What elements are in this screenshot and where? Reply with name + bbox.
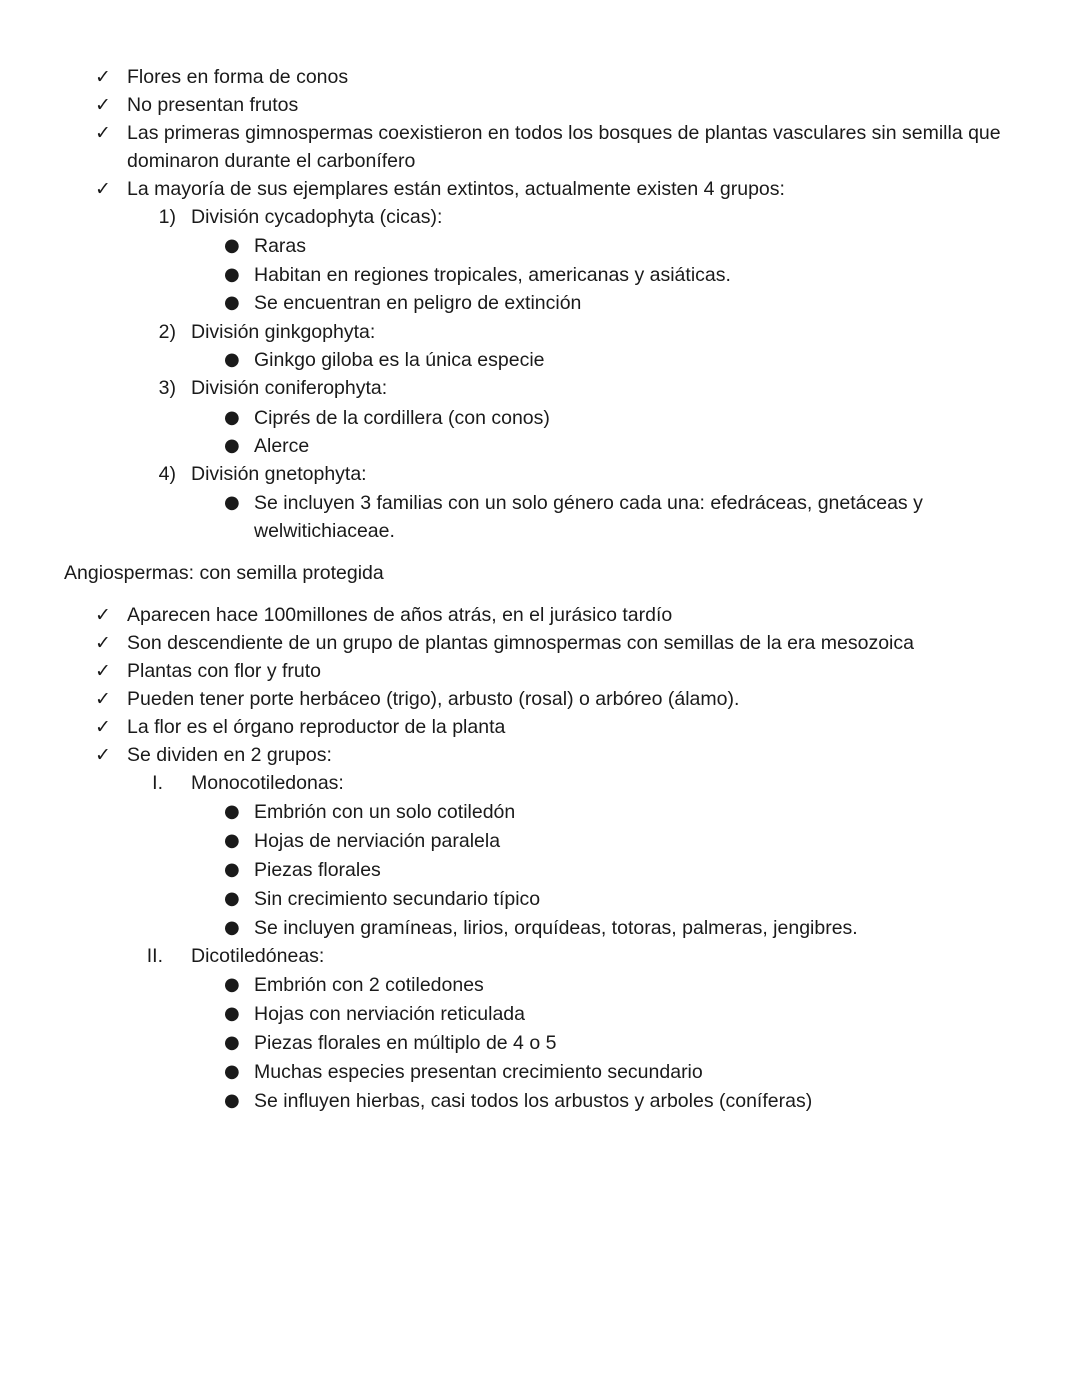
list-item: Se incluyen 3 familias con un solo género cada una: efedráceas, gnetáceas y [254,492,923,514]
section-heading: Angiospermas: con semilla protegida [64,562,384,584]
bullet-icon: ● [224,1032,240,1053]
list-item-continuation: welwitichiaceae. [254,520,395,542]
list-item: Son descendiente de un grupo de plantas gimnospermas con semillas de la era mesozoica [127,632,914,654]
group-number: 2) [158,321,176,343]
list-item: Flores en forma de conos [127,66,349,88]
check-icon: ✓ [95,744,111,766]
list-item: Piezas florales [254,859,381,881]
list-item: Hojas de nerviación paralela [254,830,501,852]
list-item-continuation: dominaron durante el carbonífero [127,150,416,172]
check-icon: ✓ [95,604,111,626]
list-item: Embrión con 2 cotiledones [254,974,484,996]
bullet-icon: ● [224,830,240,851]
bullet-icon: ● [224,492,240,513]
group-title: División gnetophyta: [191,463,367,485]
group-title: División coniferophyta: [191,377,388,399]
group-number: II. [146,945,163,967]
bullet-icon: ● [224,349,240,370]
list-item: Pueden tener porte herbáceo (trigo), arbusto (rosal) o arbóreo (álamo). [127,688,740,710]
check-icon: ✓ [95,94,111,116]
list-item: Habitan en regiones tropicales, americanas y asiáticas. [254,264,731,286]
group-title: Monocotiledonas: [191,772,344,794]
list-item: Piezas florales en múltiplo de 4 o 5 [254,1032,557,1054]
bullet-icon: ● [224,974,240,995]
bullet-icon: ● [224,264,240,285]
list-item: Alerce [254,435,310,457]
check-icon: ✓ [95,632,111,654]
group-number: 3) [158,377,176,399]
check-icon: ✓ [95,688,111,710]
list-item: La mayoría de sus ejemplares están extintos, actualmente existen 4 grupos: [127,178,785,200]
group-title: Dicotiledóneas: [191,945,325,967]
list-item: Muchas especies presentan crecimiento secundario [254,1061,703,1083]
check-icon: ✓ [95,122,111,144]
list-item: Aparecen hace 100millones de años atrás, en el jurásico tardío [127,604,673,626]
bullet-icon: ● [224,1003,240,1024]
bullet-icon: ● [224,917,240,938]
group-number: 1) [158,206,176,228]
group-number: 4) [158,463,176,485]
group-title: División cycadophyta (cicas): [191,206,443,228]
check-icon: ✓ [95,716,111,738]
list-item: La flor es el órgano reproductor de la planta [127,716,506,738]
group-title: División ginkgophyta: [191,321,376,343]
list-item: Hojas con nerviación reticulada [254,1003,525,1025]
list-item: Se encuentran en peligro de extinción [254,292,582,314]
bullet-icon: ● [224,888,240,909]
list-item: Raras [254,235,307,257]
list-item: Sin crecimiento secundario típico [254,888,541,910]
bullet-icon: ● [224,801,240,822]
list-item: Ginkgo giloba es la única especie [254,349,545,371]
list-item: Se incluyen gramíneas, lirios, orquídeas, totoras, palmeras, jengibres. [254,917,858,939]
list-item: Se dividen en 2 grupos: [127,744,332,766]
group-number: I. [152,772,163,794]
bullet-icon: ● [224,235,240,256]
list-item: Plantas con flor y fruto [127,660,322,682]
list-item: Se influyen hierbas, casi todos los arbustos y arboles (coníferas) [254,1090,813,1112]
list-item: Embrión con un solo cotiledón [254,801,516,823]
check-icon: ✓ [95,178,111,200]
check-icon: ✓ [95,66,111,88]
list-item: No presentan frutos [127,94,299,116]
check-icon: ✓ [95,660,111,682]
bullet-icon: ● [224,1061,240,1082]
bullet-icon: ● [224,407,240,428]
bullet-icon: ● [224,435,240,456]
bullet-icon: ● [224,1090,240,1111]
bullet-icon: ● [224,292,240,313]
list-item: Las primeras gimnospermas coexistieron en todos los bosques de plantas vasculares sin semilla que [127,122,1001,144]
list-item: Ciprés de la cordillera (con conos) [254,407,550,429]
bullet-icon: ● [224,859,240,880]
